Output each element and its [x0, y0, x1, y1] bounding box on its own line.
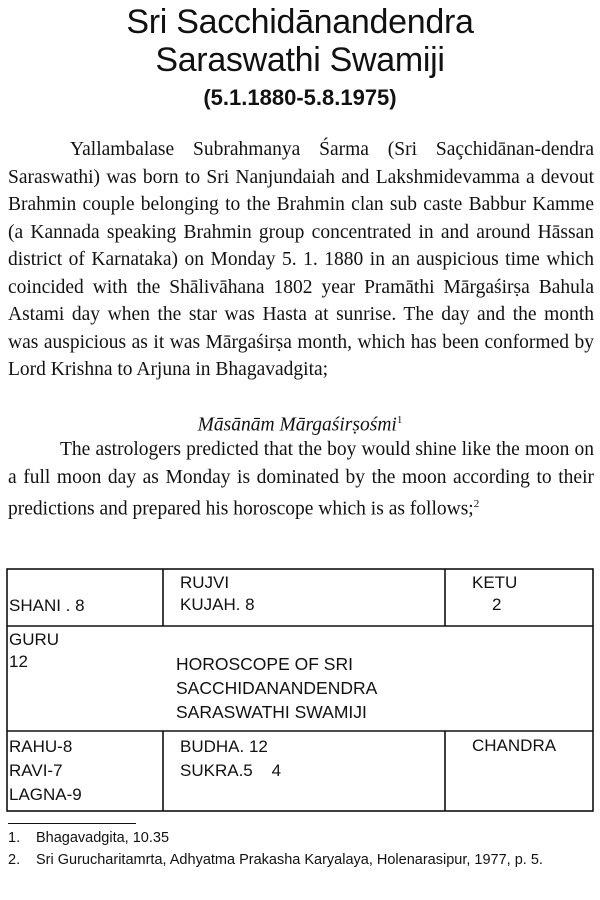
cell-top-left — [9, 595, 159, 617]
lagna: LAGNA-9 — [9, 785, 82, 804]
footnote-2-text: Sri Gurucharitamrta, Adhyatma Prakasha Karyalaya, Holenarasipur, 1977, p. 5. — [36, 852, 543, 868]
center-title-line-3: SARASWATHI SWAMIJI — [176, 702, 367, 722]
footnote-ref-2: 2 — [473, 498, 480, 510]
title-line-1: Sri Sacchidānandendra — [126, 3, 474, 41]
footnote-1-number: 1. — [8, 830, 21, 846]
footnote-1-text: Bhagavadgita, 10.35 — [36, 830, 170, 846]
chart-center-title — [176, 652, 456, 724]
life-dates: (5.1.1880-5.8.1975) — [203, 85, 397, 110]
verse-quote — [0, 407, 600, 439]
planet-ketu: KETU — [472, 573, 518, 592]
paragraph-2-text: The astrologers predicted that the boy would shine like the moon on a full moon day as Monday is dominated by the moon according to their predictions and prepared his horoscope which is as follows; — [8, 439, 594, 520]
biography-paragraph-1: Yallambalase Subrahmanya Śarma (Sri Saçchidānan-dendra Saraswathi) was born to Sri Nanjundaiah and Lakshmidevamma a devout Brahmin couple belonging to the Brahmin clan sub caste Babbur Kamme (a Kannada speaking Brahmin group concentrated in and around Hāssan district of Karnataka) on Monday 5. 1. 1880 in an auspicious time which coincided with the Shālivāhana 1802 year Pramāthi Mārgaśirṣa Bahula Astami day when the star was Hasta at sunrise. The day and the month was auspicious as it was Mārgaśirṣa month, which has been conformed by Lord Krishna to Arjuna in Bhagavadgita; — [8, 139, 594, 380]
footnote-2 — [8, 851, 594, 870]
planet-shani: SHANI . 8 — [9, 596, 85, 615]
verse-text: Māsānām Mārgaśirṣośmi — [197, 414, 397, 436]
planet-rahu: RAHU-8 — [9, 737, 73, 756]
footnote-ref-1: 1 — [396, 414, 403, 426]
planet-kujah: KUJAH. 8 — [180, 595, 255, 614]
horoscope-chart — [6, 568, 594, 812]
cell-top-middle — [180, 572, 440, 616]
cell-bottom-left — [9, 735, 159, 807]
cell-bottom-middle — [180, 735, 440, 783]
center-title-line-1: HOROSCOPE OF SRI — [176, 654, 353, 674]
footnote-1 — [8, 829, 594, 848]
label-rujvi: RUJVI — [180, 573, 230, 592]
footnote-divider — [8, 823, 136, 824]
cell-middle-left — [9, 629, 159, 673]
footnote-2-number: 2. — [8, 852, 21, 868]
cell-top-right — [472, 572, 590, 616]
ketu-house: 2 — [492, 595, 502, 614]
center-title-line-2: SACCHIDANANDENDRA — [176, 678, 378, 698]
planet-chandra: CHANDRA — [472, 736, 557, 755]
biography-paragraph-2 — [8, 436, 594, 523]
title-line-2: Saraswathi Swamiji — [155, 41, 445, 79]
planet-budha: BUDHA. 12 — [180, 737, 268, 756]
cell-bottom-right — [472, 735, 590, 757]
planet-sukra: SUKRA.5 4 — [180, 761, 282, 780]
planet-guru: GURU — [9, 630, 60, 649]
guru-house: 12 — [9, 652, 28, 671]
planet-ravi: RAVI-7 — [9, 761, 63, 780]
